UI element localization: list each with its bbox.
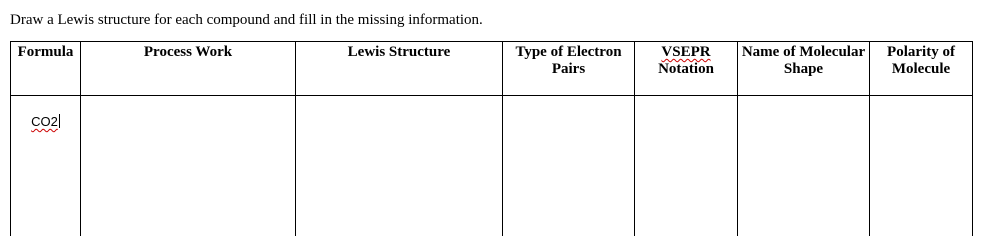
header-formula: Formula bbox=[11, 42, 81, 96]
table-row bbox=[11, 96, 973, 237]
cell-polarity[interactable] bbox=[870, 96, 973, 237]
header-electron-pairs: Type of Electron Pairs bbox=[503, 42, 635, 96]
cell-lewis-structure[interactable] bbox=[296, 96, 503, 237]
header-lewis-structure: Lewis Structure bbox=[296, 42, 503, 96]
cell-molecular-shape[interactable] bbox=[738, 96, 870, 237]
header-row bbox=[11, 42, 973, 96]
header-process-work: Process Work bbox=[81, 42, 296, 96]
cell-formula[interactable] bbox=[11, 96, 81, 237]
worksheet-table bbox=[10, 41, 973, 236]
text-cursor bbox=[59, 114, 60, 128]
header-polarity: Polarity of Molecule bbox=[870, 42, 973, 96]
header-molecular-shape: Name of Molecular Shape bbox=[738, 42, 870, 96]
instruction-text: Draw a Lewis structure for each compound and fill in the missing information. bbox=[10, 12, 483, 28]
formula-value: CO2 bbox=[31, 114, 58, 129]
header-vsepr-notation: VSEPR Notation bbox=[635, 42, 738, 96]
cell-process-work[interactable] bbox=[81, 96, 296, 237]
cell-vsepr-notation[interactable] bbox=[635, 96, 738, 237]
cell-electron-pairs[interactable] bbox=[503, 96, 635, 237]
vsepr-spellcheck-word: VSEPR bbox=[661, 44, 711, 60]
